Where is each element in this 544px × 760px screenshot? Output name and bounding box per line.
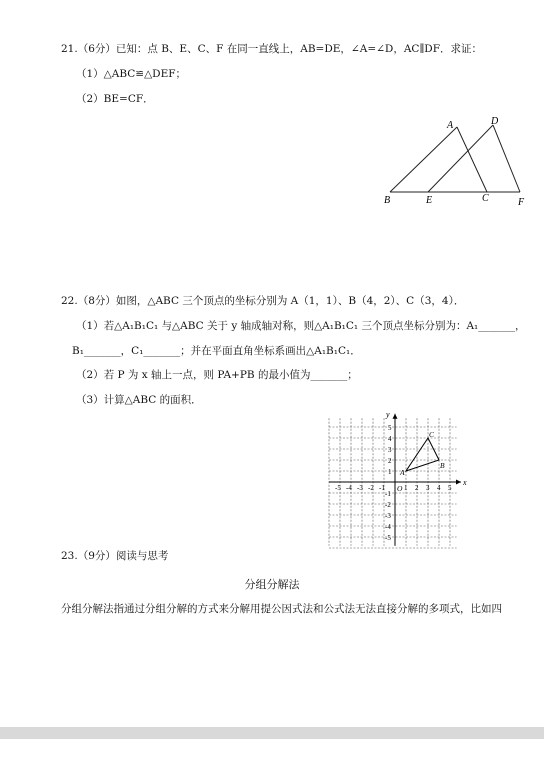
- x-axis-arrow: [456, 480, 461, 485]
- q21-stem: 21.（6分）已知：点 B、E、C、F 在同一直线上，AB=DE，∠A=∠D，AC∥DF．求证：: [61, 43, 482, 55]
- x-tick-label: -2: [368, 484, 374, 492]
- q22-coordinate-grid: [330, 410, 465, 545]
- x-tick-label: 5: [448, 484, 452, 492]
- x-tick-label: -4: [346, 484, 352, 492]
- q21-triangle-figure: [380, 115, 530, 210]
- q21-label-f: F: [518, 197, 525, 208]
- y-tick-label: 4: [388, 435, 392, 443]
- y-tick-label: -5: [385, 534, 391, 542]
- y-tick-label: 5: [388, 424, 392, 432]
- q22-stem: 22.（8分）如图，△ABC 三个顶点的坐标分别为 A（1，1）、B（4，2）、C（3，4）．: [61, 295, 465, 307]
- x-tick-label: 3: [426, 484, 430, 492]
- q23-title: 分组分解法: [244, 578, 300, 591]
- origin-label: O: [397, 484, 403, 493]
- x-tick-label: -1: [379, 484, 385, 492]
- y-tick-label: -4: [385, 523, 391, 531]
- x-tick-label: -5: [335, 484, 341, 492]
- q22-part3: （3）计算△ABC 的面积．: [76, 394, 202, 406]
- q21-label-d: D: [491, 116, 499, 127]
- x-tick-label: 1: [404, 484, 408, 492]
- q22-part1-line2: B₁_______，C₁_______；并在平面直角坐标系画出△A₁B₁C₁．: [72, 345, 361, 357]
- x-tick-label: 4: [437, 484, 441, 492]
- q22-part2: （2）若 P 为 x 轴上一点，则 PA+PB 的最小值为_______；: [76, 369, 358, 381]
- y-tick-label: -2: [385, 501, 391, 509]
- x-tick-label: -3: [357, 484, 363, 492]
- y-axis-arrow: [393, 414, 398, 419]
- q21-label-c: C: [482, 193, 489, 204]
- q21-part1: （1）△ABC≌△DEF；: [76, 68, 187, 80]
- y-tick-label: -3: [385, 512, 391, 520]
- point-b-label: B: [440, 461, 445, 470]
- y-tick-label: 3: [388, 446, 392, 454]
- q21-label-e: E: [426, 195, 433, 206]
- q23-stem: 23.（9分）阅读与思考: [61, 550, 169, 562]
- q21-label-a: A: [447, 120, 454, 131]
- page-footer-bar: [0, 727, 544, 739]
- point-c-label: C: [429, 430, 435, 439]
- q21-part2: （2）BE=CF．: [76, 93, 154, 105]
- q22-part1-line1: （1）若△A₁B₁C₁ 与△ABC 关于 y 轴成轴对称，则△A₁B₁C₁ 三个顶点坐标分别为：A₁_______，: [76, 320, 526, 332]
- y-tick-label: 2: [388, 457, 392, 465]
- y-axis-label: y: [386, 409, 390, 419]
- y-tick-label: 1: [388, 468, 392, 476]
- point-a-label: A: [400, 468, 405, 477]
- q23-body: 分组分解法指通过分组分解的方式来分解用提公因式法和公式法无法直接分解的多项式，比如四: [61, 603, 502, 615]
- triangle-abc: [406, 438, 439, 471]
- x-tick-label: 2: [415, 484, 419, 492]
- q21-label-b: B: [384, 195, 391, 206]
- x-axis-label: x: [463, 478, 467, 487]
- y-tick-label: -1: [385, 490, 391, 498]
